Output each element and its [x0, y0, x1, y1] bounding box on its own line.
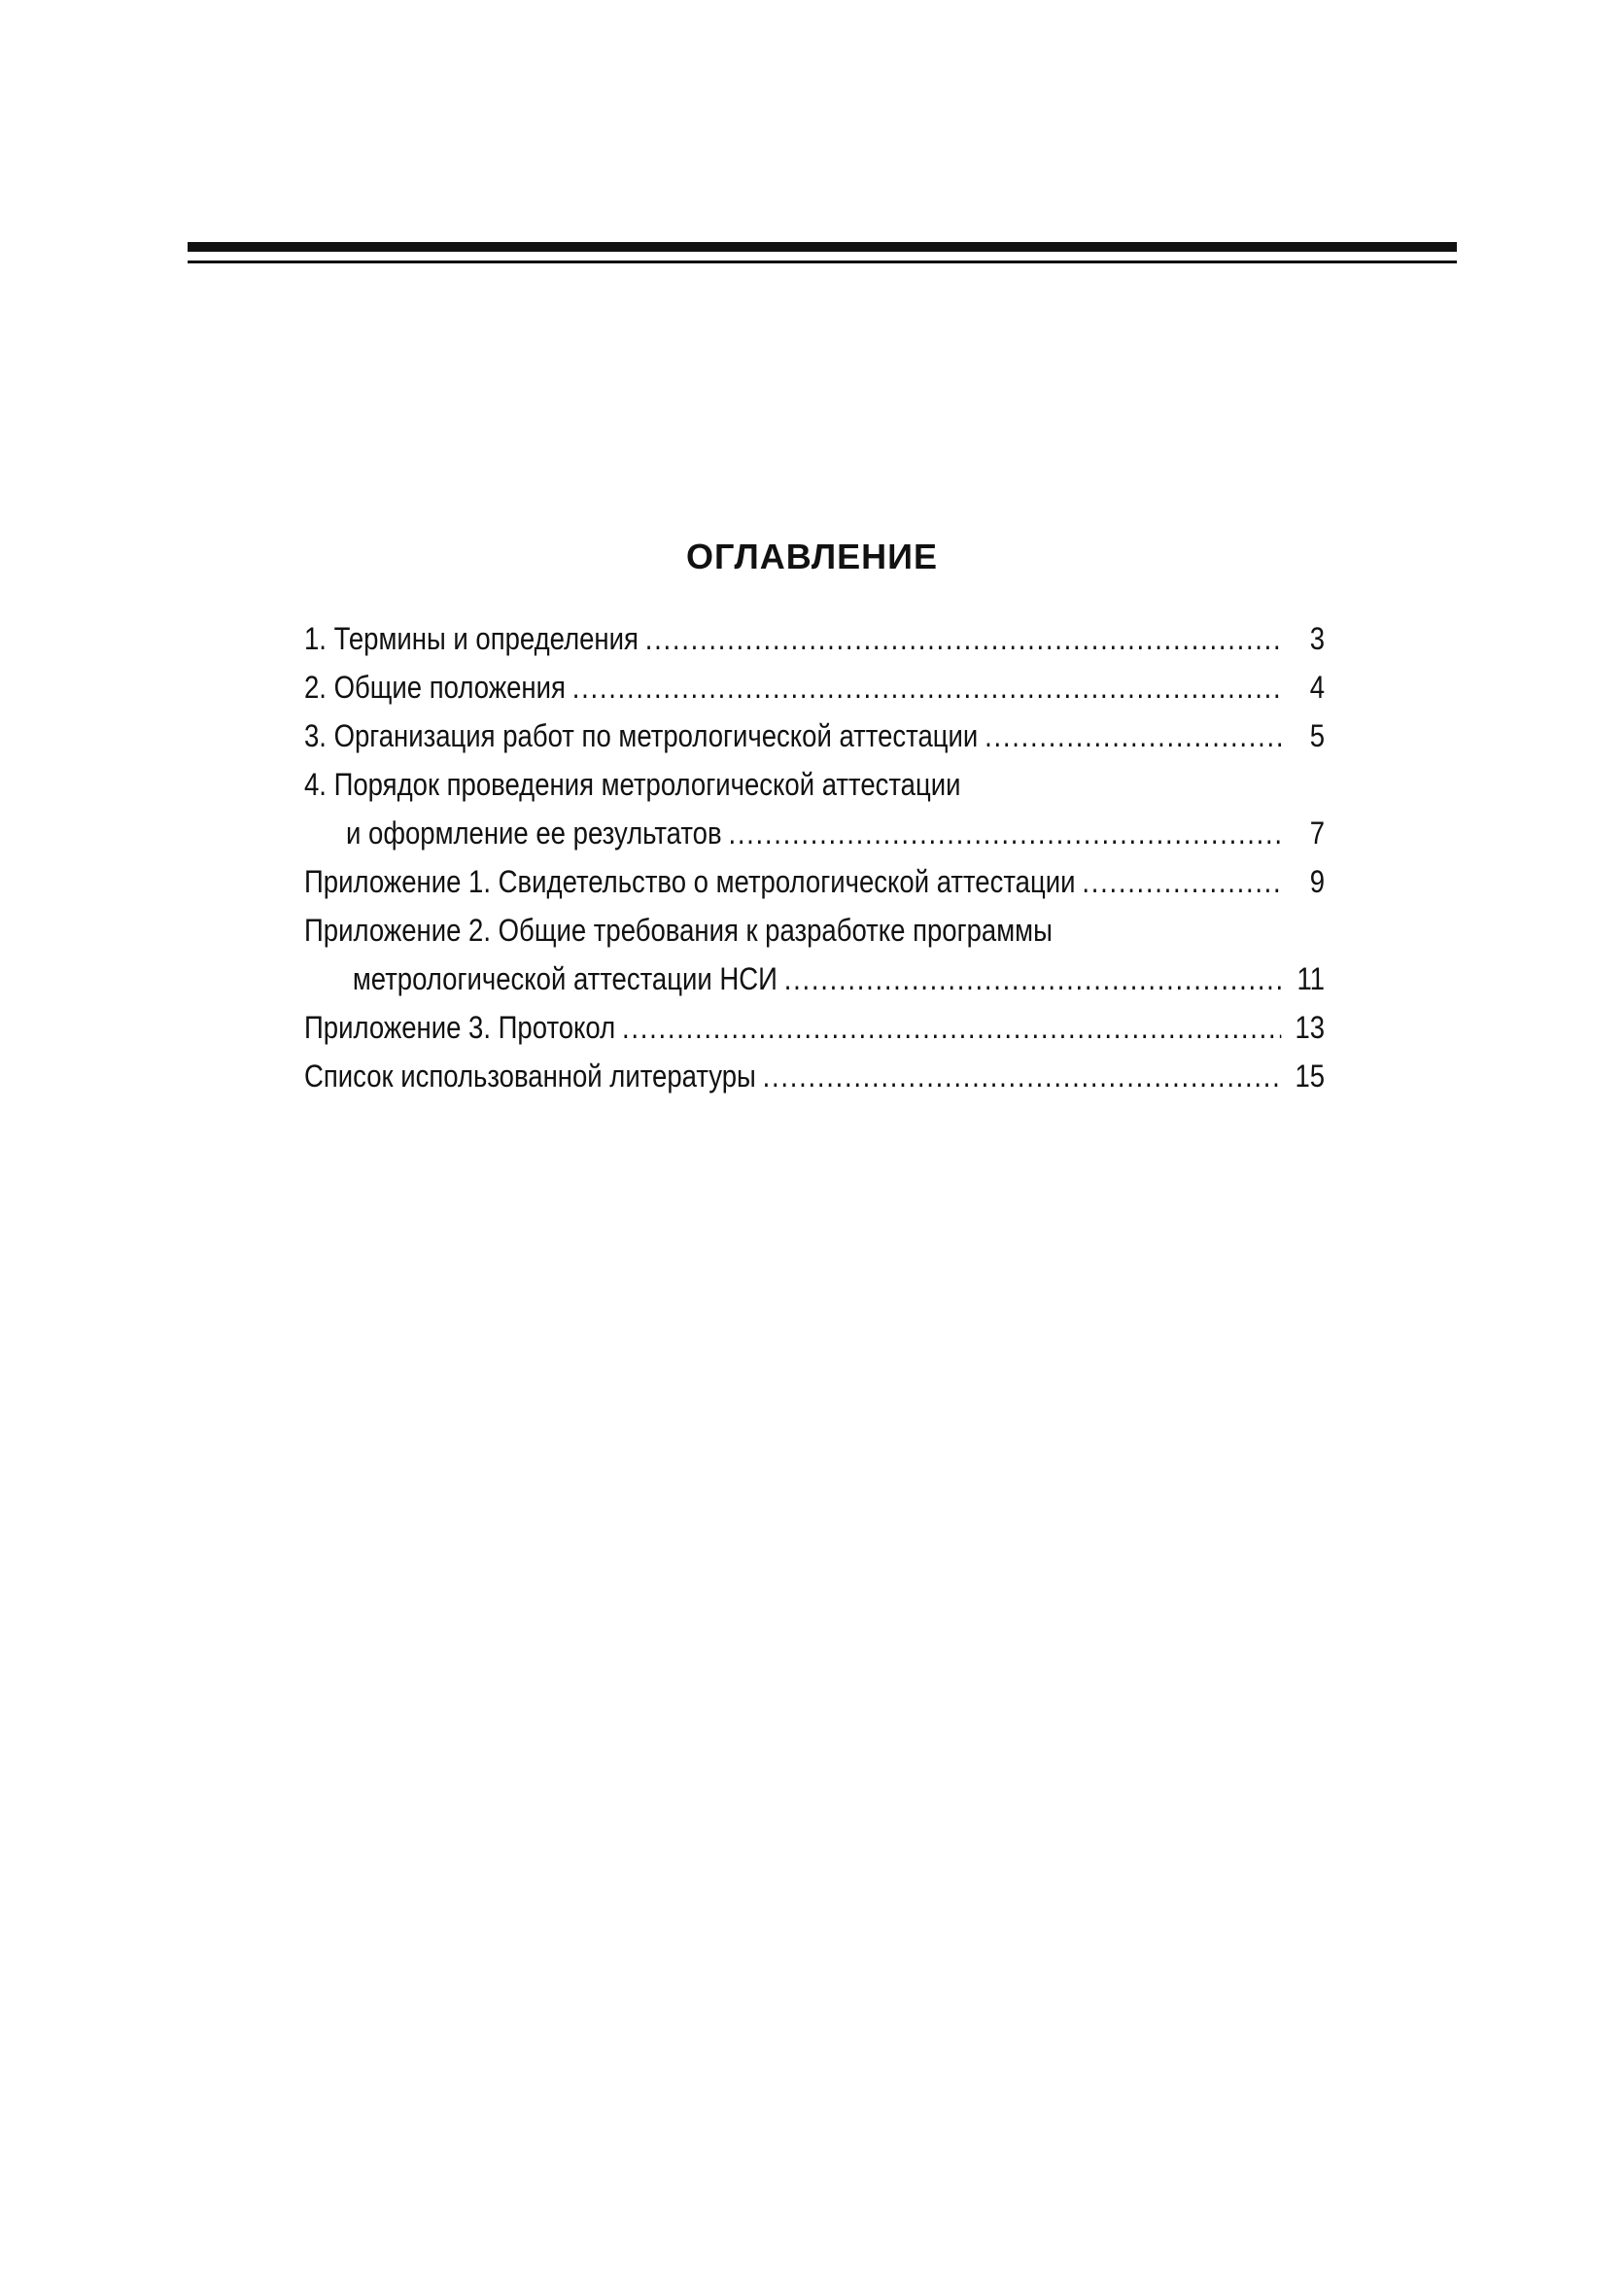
table-of-contents: [304, 614, 1325, 1100]
toc-entry-continuation[interactable]: [304, 955, 1325, 1003]
toc-leader-dots: [985, 712, 1281, 760]
toc-entry[interactable]: [304, 1003, 1325, 1052]
toc-entry-page: 5: [1309, 718, 1326, 753]
header-rule-thin: [188, 260, 1457, 263]
toc-entry-page: 9: [1309, 864, 1326, 899]
toc-entry[interactable]: [304, 906, 1325, 955]
toc-leader-dots: [728, 809, 1281, 857]
toc-entry[interactable]: [304, 614, 1325, 663]
toc-leader-dots: [572, 663, 1282, 712]
toc-entry-text: 2. Общие положения: [304, 670, 566, 705]
toc-entry-text: 1. Термины и определения: [304, 621, 639, 656]
toc-entry-text: 4. Порядок проведения метрологической аттестации: [304, 767, 961, 802]
toc-entry[interactable]: [304, 1052, 1325, 1100]
toc-entry[interactable]: [304, 712, 1325, 760]
toc-entry-text: Список использованной литературы: [304, 1059, 756, 1094]
toc-entry[interactable]: [304, 663, 1325, 712]
toc-leader-dots: [763, 1052, 1282, 1100]
toc-entry-page: 15: [1295, 1059, 1326, 1094]
toc-leader-dots: [622, 1003, 1281, 1052]
toc-entry-text: 3. Организация работ по метрологической аттестации: [304, 718, 979, 753]
toc-entry-page: 4: [1309, 670, 1326, 705]
toc-leader-dots: [1082, 857, 1281, 906]
toc-leader-dots: [645, 614, 1282, 663]
header-rule-thick: [188, 242, 1457, 252]
toc-entry[interactable]: [304, 760, 1325, 809]
toc-entry-page: 3: [1309, 621, 1326, 656]
toc-leader-dots: [784, 955, 1282, 1003]
toc-entry-continuation[interactable]: [304, 809, 1325, 857]
toc-entry-text: Приложение 2. Общие требования к разработке программы: [304, 913, 1053, 948]
toc-entry-page: 11: [1296, 961, 1326, 996]
page-title: ОГЛАВЛЕНИЕ: [685, 537, 939, 576]
toc-entry-text: метрологической аттестации НСИ: [352, 961, 777, 996]
toc-entry-text: Приложение 3. Протокол: [304, 1010, 616, 1045]
toc-entry-text: и оформление ее результатов: [346, 816, 722, 851]
toc-entry[interactable]: [304, 857, 1325, 906]
toc-entry-page: 13: [1295, 1010, 1326, 1045]
toc-entry-page: 7: [1309, 816, 1326, 851]
toc-entry-text: Приложение 1. Свидетельство о метрологической аттестации: [304, 864, 1076, 899]
